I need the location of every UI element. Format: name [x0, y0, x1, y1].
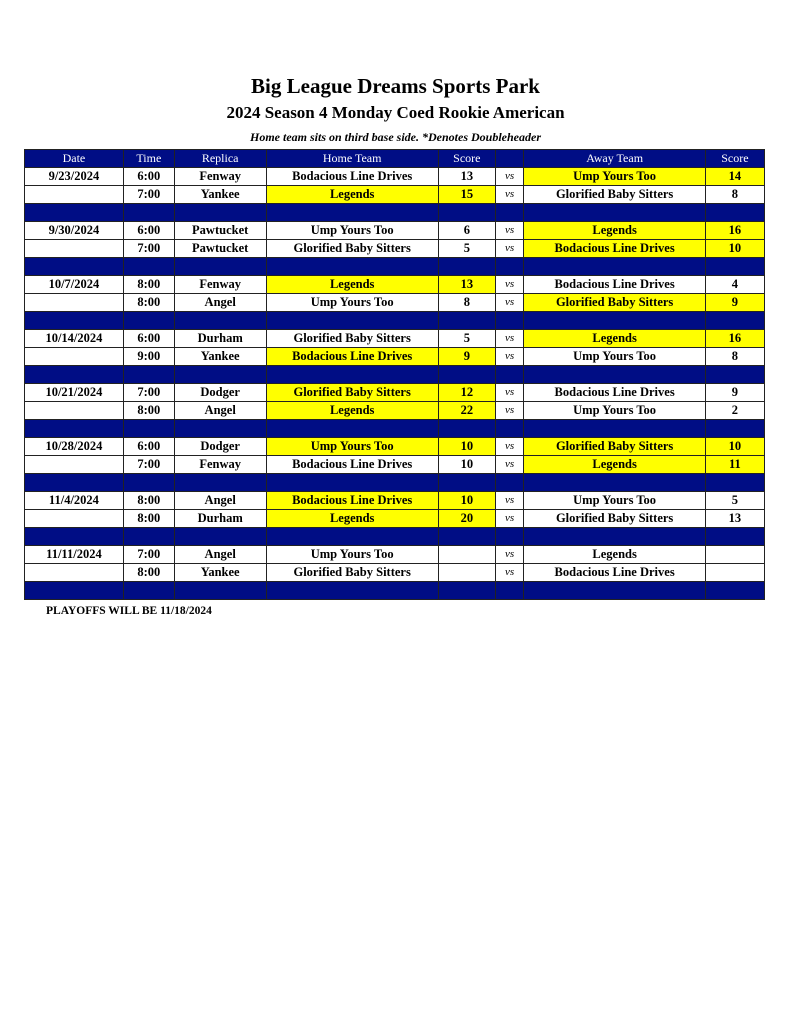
home-team: Ump Yours Too: [266, 546, 438, 564]
away-team: Legends: [524, 330, 705, 348]
separator-cell: [25, 366, 124, 384]
table-row: [25, 546, 765, 564]
away-score: 10: [705, 438, 764, 456]
col-header-home-team: Home Team: [266, 150, 438, 168]
playoffs-note: PLAYOFFS WILL BE 11/18/2024: [46, 605, 212, 617]
game-time: 7:00: [123, 456, 174, 474]
separator-cell: [266, 582, 438, 600]
table-row: [25, 330, 765, 348]
game-replica: Angel: [174, 546, 266, 564]
separator-row: [25, 366, 765, 384]
home-team: Bodacious Line Drives: [266, 168, 438, 186]
home-score: 9: [438, 348, 495, 366]
vs-label: vs: [495, 168, 524, 186]
table-row: [25, 348, 765, 366]
game-time: 8:00: [123, 402, 174, 420]
vs-label: vs: [495, 276, 524, 294]
separator-cell: [25, 528, 124, 546]
separator-cell: [266, 258, 438, 276]
away-score: 16: [705, 222, 764, 240]
separator-row: [25, 204, 765, 222]
separator-cell: [524, 312, 705, 330]
game-replica: Dodger: [174, 384, 266, 402]
game-replica: Durham: [174, 510, 266, 528]
table-row: [25, 564, 765, 582]
game-replica: Angel: [174, 294, 266, 312]
separator-cell: [438, 258, 495, 276]
game-time: 8:00: [123, 276, 174, 294]
separator-cell: [705, 582, 764, 600]
vs-label: vs: [495, 438, 524, 456]
game-date: 10/14/2024: [25, 330, 124, 348]
game-time: 8:00: [123, 510, 174, 528]
separator-cell: [705, 366, 764, 384]
separator-cell: [266, 528, 438, 546]
vs-label: vs: [495, 294, 524, 312]
game-time: 9:00: [123, 348, 174, 366]
away-score: 9: [705, 294, 764, 312]
table-row: [25, 384, 765, 402]
game-replica: Angel: [174, 492, 266, 510]
game-date: [25, 402, 124, 420]
separator-cell: [438, 312, 495, 330]
home-score: 13: [438, 168, 495, 186]
game-date: [25, 348, 124, 366]
away-team: Legends: [524, 546, 705, 564]
separator-row: [25, 258, 765, 276]
home-score: 22: [438, 402, 495, 420]
separator-cell: [123, 366, 174, 384]
vs-label: vs: [495, 348, 524, 366]
table-row: [25, 240, 765, 258]
separator-row: [25, 312, 765, 330]
game-replica: Fenway: [174, 276, 266, 294]
home-team: Ump Yours Too: [266, 222, 438, 240]
separator-cell: [123, 528, 174, 546]
vs-label: vs: [495, 456, 524, 474]
vs-label: vs: [495, 186, 524, 204]
game-date: 10/7/2024: [25, 276, 124, 294]
separator-cell: [495, 366, 524, 384]
game-replica: Angel: [174, 402, 266, 420]
separator-cell: [123, 474, 174, 492]
separator-cell: [25, 420, 124, 438]
home-score: 6: [438, 222, 495, 240]
separator-cell: [495, 204, 524, 222]
away-team: Glorified Baby Sitters: [524, 510, 705, 528]
away-team: Ump Yours Too: [524, 492, 705, 510]
game-time: 6:00: [123, 438, 174, 456]
home-team: Legends: [266, 402, 438, 420]
away-team: Bodacious Line Drives: [524, 276, 705, 294]
home-team: Glorified Baby Sitters: [266, 564, 438, 582]
away-score: 8: [705, 186, 764, 204]
away-team: Ump Yours Too: [524, 348, 705, 366]
game-date: 10/28/2024: [25, 438, 124, 456]
home-score: 15: [438, 186, 495, 204]
separator-cell: [524, 366, 705, 384]
vs-label: vs: [495, 546, 524, 564]
separator-cell: [266, 420, 438, 438]
separator-row: [25, 420, 765, 438]
separator-cell: [266, 204, 438, 222]
game-date: 9/23/2024: [25, 168, 124, 186]
separator-cell: [524, 582, 705, 600]
separator-cell: [495, 420, 524, 438]
game-date: [25, 186, 124, 204]
game-replica: Fenway: [174, 456, 266, 474]
game-time: 8:00: [123, 564, 174, 582]
separator-cell: [174, 204, 266, 222]
col-header-vs: [495, 150, 524, 168]
page-title: Big League Dreams Sports Park: [251, 74, 540, 98]
table-row: [25, 402, 765, 420]
separator-cell: [495, 528, 524, 546]
separator-cell: [438, 528, 495, 546]
game-time: 8:00: [123, 492, 174, 510]
separator-cell: [174, 312, 266, 330]
home-team: Legends: [266, 276, 438, 294]
separator-cell: [438, 420, 495, 438]
page-subtitle: 2024 Season 4 Monday Coed Rookie American: [226, 103, 565, 122]
away-team: Glorified Baby Sitters: [524, 438, 705, 456]
table-row: [25, 456, 765, 474]
col-header-away-team: Away Team: [524, 150, 705, 168]
schedule-note: Home team sits on third base side. *Denotes Doubleheader: [250, 130, 541, 144]
separator-cell: [25, 582, 124, 600]
game-date: [25, 456, 124, 474]
home-team: Ump Yours Too: [266, 438, 438, 456]
home-score: 10: [438, 492, 495, 510]
col-header-away-score: Score: [705, 150, 764, 168]
table-row: [25, 294, 765, 312]
separator-cell: [123, 204, 174, 222]
game-date: 10/21/2024: [25, 384, 124, 402]
separator-cell: [123, 312, 174, 330]
separator-cell: [174, 474, 266, 492]
home-team: Bodacious Line Drives: [266, 456, 438, 474]
vs-label: vs: [495, 384, 524, 402]
separator-cell: [25, 474, 124, 492]
table-header-row: [25, 150, 765, 168]
separator-cell: [174, 258, 266, 276]
away-score: 10: [705, 240, 764, 258]
game-time: 7:00: [123, 384, 174, 402]
away-score: 13: [705, 510, 764, 528]
separator-cell: [123, 582, 174, 600]
separator-cell: [705, 312, 764, 330]
home-team: Bodacious Line Drives: [266, 348, 438, 366]
away-team: Glorified Baby Sitters: [524, 294, 705, 312]
separator-cell: [495, 474, 524, 492]
away-score: 4: [705, 276, 764, 294]
table-row: [25, 492, 765, 510]
game-replica: Pawtucket: [174, 240, 266, 258]
game-replica: Durham: [174, 330, 266, 348]
home-score: 10: [438, 456, 495, 474]
separator-cell: [174, 528, 266, 546]
vs-label: vs: [495, 240, 524, 258]
table-row: [25, 222, 765, 240]
vs-label: vs: [495, 492, 524, 510]
home-score: 20: [438, 510, 495, 528]
separator-cell: [524, 204, 705, 222]
col-header-date: Date: [25, 150, 124, 168]
away-score: 5: [705, 492, 764, 510]
home-score: 10: [438, 438, 495, 456]
game-time: 8:00: [123, 294, 174, 312]
separator-cell: [438, 366, 495, 384]
separator-cell: [266, 312, 438, 330]
vs-label: vs: [495, 564, 524, 582]
separator-cell: [174, 366, 266, 384]
separator-cell: [174, 582, 266, 600]
home-team: Glorified Baby Sitters: [266, 384, 438, 402]
game-time: 6:00: [123, 222, 174, 240]
home-score: [438, 546, 495, 564]
separator-cell: [705, 204, 764, 222]
game-replica: Pawtucket: [174, 222, 266, 240]
separator-row: [25, 474, 765, 492]
separator-cell: [174, 420, 266, 438]
away-team: Bodacious Line Drives: [524, 564, 705, 582]
home-score: 5: [438, 330, 495, 348]
game-date: 11/4/2024: [25, 492, 124, 510]
home-score: 5: [438, 240, 495, 258]
separator-cell: [705, 474, 764, 492]
separator-cell: [495, 582, 524, 600]
game-date: [25, 240, 124, 258]
game-replica: Fenway: [174, 168, 266, 186]
separator-row: [25, 528, 765, 546]
separator-cell: [438, 204, 495, 222]
vs-label: vs: [495, 330, 524, 348]
table-row: [25, 276, 765, 294]
away-team: Legends: [524, 222, 705, 240]
game-date: 9/30/2024: [25, 222, 124, 240]
separator-cell: [524, 420, 705, 438]
away-score: 14: [705, 168, 764, 186]
separator-cell: [705, 258, 764, 276]
vs-label: vs: [495, 510, 524, 528]
table-row: [25, 186, 765, 204]
table-row: [25, 438, 765, 456]
game-time: 6:00: [123, 168, 174, 186]
separator-cell: [705, 420, 764, 438]
away-score: [705, 564, 764, 582]
separator-cell: [123, 420, 174, 438]
schedule-table: [24, 149, 765, 600]
col-header-time: Time: [123, 150, 174, 168]
separator-cell: [25, 312, 124, 330]
away-team: Ump Yours Too: [524, 402, 705, 420]
away-team: Ump Yours Too: [524, 168, 705, 186]
home-team: Glorified Baby Sitters: [266, 240, 438, 258]
home-score: 13: [438, 276, 495, 294]
away-score: 16: [705, 330, 764, 348]
separator-cell: [495, 258, 524, 276]
away-score: 8: [705, 348, 764, 366]
col-header-replica: Replica: [174, 150, 266, 168]
away-team: Glorified Baby Sitters: [524, 186, 705, 204]
separator-cell: [266, 474, 438, 492]
away-team: Legends: [524, 456, 705, 474]
separator-cell: [25, 258, 124, 276]
away-team: Bodacious Line Drives: [524, 240, 705, 258]
away-team: Bodacious Line Drives: [524, 384, 705, 402]
home-team: Legends: [266, 510, 438, 528]
separator-cell: [25, 204, 124, 222]
separator-row: [25, 582, 765, 600]
home-team: Legends: [266, 186, 438, 204]
game-replica: Yankee: [174, 348, 266, 366]
away-score: [705, 546, 764, 564]
home-score: 8: [438, 294, 495, 312]
home-score: [438, 564, 495, 582]
separator-cell: [438, 474, 495, 492]
separator-cell: [705, 528, 764, 546]
separator-cell: [266, 366, 438, 384]
game-time: 7:00: [123, 546, 174, 564]
separator-cell: [438, 582, 495, 600]
game-date: [25, 510, 124, 528]
separator-cell: [495, 312, 524, 330]
away-score: 2: [705, 402, 764, 420]
separator-cell: [524, 528, 705, 546]
col-header-home-score: Score: [438, 150, 495, 168]
separator-cell: [123, 258, 174, 276]
game-date: [25, 564, 124, 582]
game-replica: Yankee: [174, 186, 266, 204]
table-row: [25, 510, 765, 528]
game-time: 7:00: [123, 186, 174, 204]
game-replica: Dodger: [174, 438, 266, 456]
game-date: [25, 294, 124, 312]
home-team: Bodacious Line Drives: [266, 492, 438, 510]
home-team: Ump Yours Too: [266, 294, 438, 312]
away-score: 9: [705, 384, 764, 402]
game-time: 7:00: [123, 240, 174, 258]
vs-label: vs: [495, 402, 524, 420]
separator-cell: [524, 258, 705, 276]
separator-cell: [524, 474, 705, 492]
game-date: 11/11/2024: [25, 546, 124, 564]
home-team: Glorified Baby Sitters: [266, 330, 438, 348]
game-time: 6:00: [123, 330, 174, 348]
vs-label: vs: [495, 222, 524, 240]
away-score: 11: [705, 456, 764, 474]
game-replica: Yankee: [174, 564, 266, 582]
home-score: 12: [438, 384, 495, 402]
table-row: [25, 168, 765, 186]
